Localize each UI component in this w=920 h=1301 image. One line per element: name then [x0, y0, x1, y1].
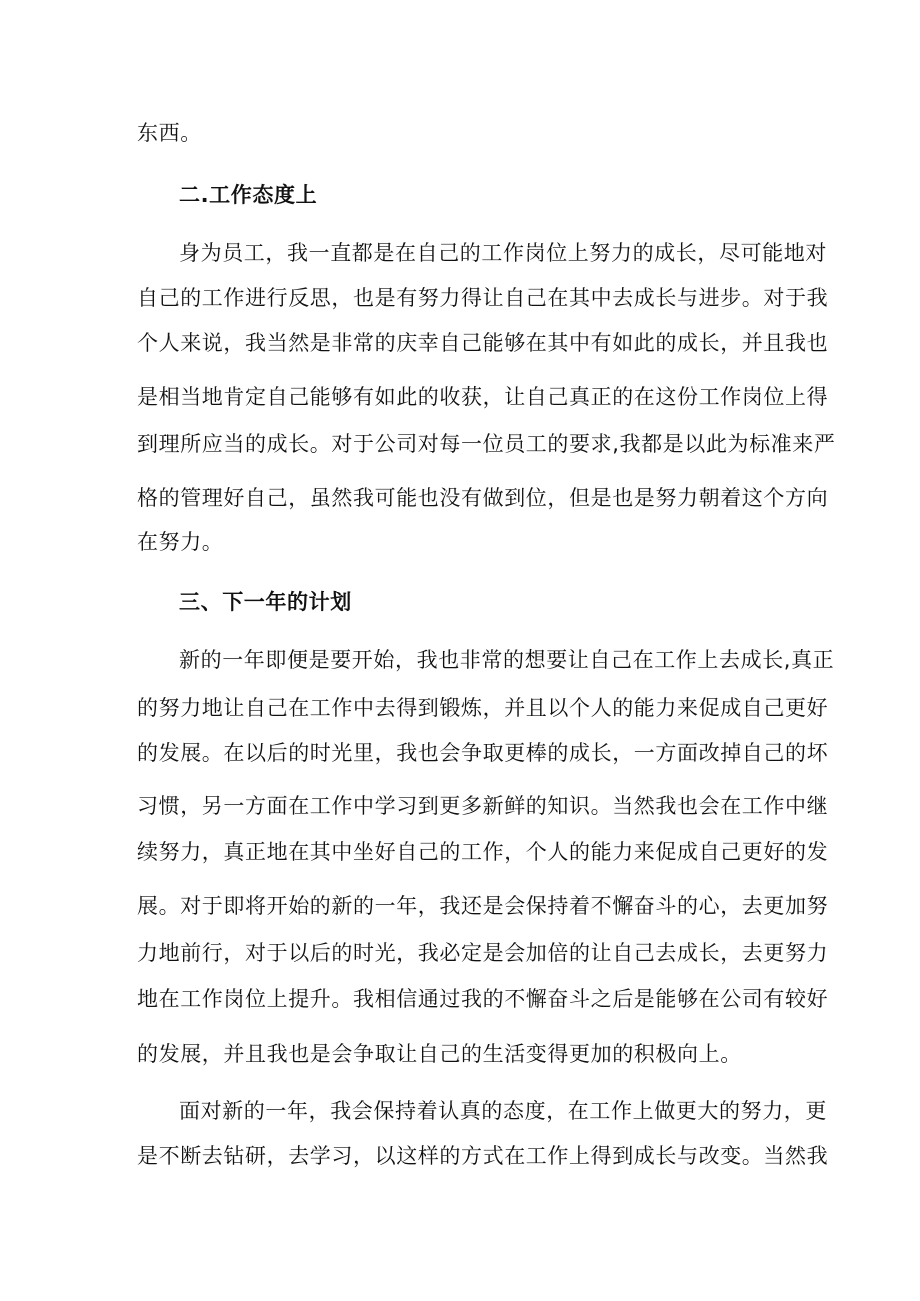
paragraph-line: 自己的工作进行反思，也是有努力得让自己在其中去成长与进步。对于我	[137, 286, 829, 310]
section-heading-next-year-plan: 三、下一年的计划	[179, 590, 352, 614]
paragraph-line: 力地前行，对于以后的时光，我必定是会加倍的让自己去成长，去更努力	[137, 941, 829, 965]
paragraph-line: 是不断去钻研，去学习，以这样的方式在工作上得到成长与改变。当然我	[137, 1144, 829, 1168]
continuation-line: 东西。	[137, 121, 202, 145]
paragraph-line: 展。对于即将开始的新的一年，我还是会保持着不懈奋斗的心，去更加努	[137, 894, 829, 918]
paragraph-line: 是相当地肯定自己能够有如此的收获，让自己真正的在这份工作岗位上得	[137, 385, 829, 409]
paragraph-line: 的发展，并且我也是会争取让自己的生活变得更加的积极向上。	[137, 1042, 742, 1066]
paragraph-line: 面对新的一年，我会保持着认真的态度，在工作上做更大的努力，更	[179, 1099, 827, 1123]
paragraph-line: 格的管理好自己，虽然我可能也没有做到位，但是也是努力朝着这个方向	[137, 486, 829, 510]
paragraph-line: 身为员工，我一直都是在自己的工作岗位上努力的成长，尽可能地对	[179, 241, 827, 265]
paragraph-line: 个人来说，我当然是非常的庆幸自己能够在其中有如此的成长，并且我也	[137, 331, 829, 355]
paragraph-line: 地在工作岗位上提升。我相信通过我的不懈奋斗之后是能够在公司有较好	[137, 987, 829, 1011]
paragraph-line: 新的一年即便是要开始，我也非常的想要让自己在工作上去成长,真正	[179, 648, 835, 672]
paragraph-line: 的发展。在以后的时光里，我也会争取更棒的成长，一方面改掉自己的坏	[137, 741, 829, 765]
paragraph-line: 到理所应当的成长。对于公司对每一位员工的要求,我都是以此为标准来严	[137, 432, 836, 456]
section-heading-attitude: 二.工作态度上	[179, 183, 318, 207]
paragraph-line: 习惯，另一方面在工作中学习到更多新鲜的知识。当然我也会在工作中继	[137, 794, 829, 818]
paragraph-line: 在努力。	[137, 530, 224, 554]
paragraph-line: 续努力，真正地在其中坐好自己的工作，个人的能力来促成自己更好的发	[137, 840, 829, 864]
paragraph-line: 的努力地让自己在工作中去得到锻炼，并且以个人的能力来促成自己更好	[137, 696, 829, 720]
